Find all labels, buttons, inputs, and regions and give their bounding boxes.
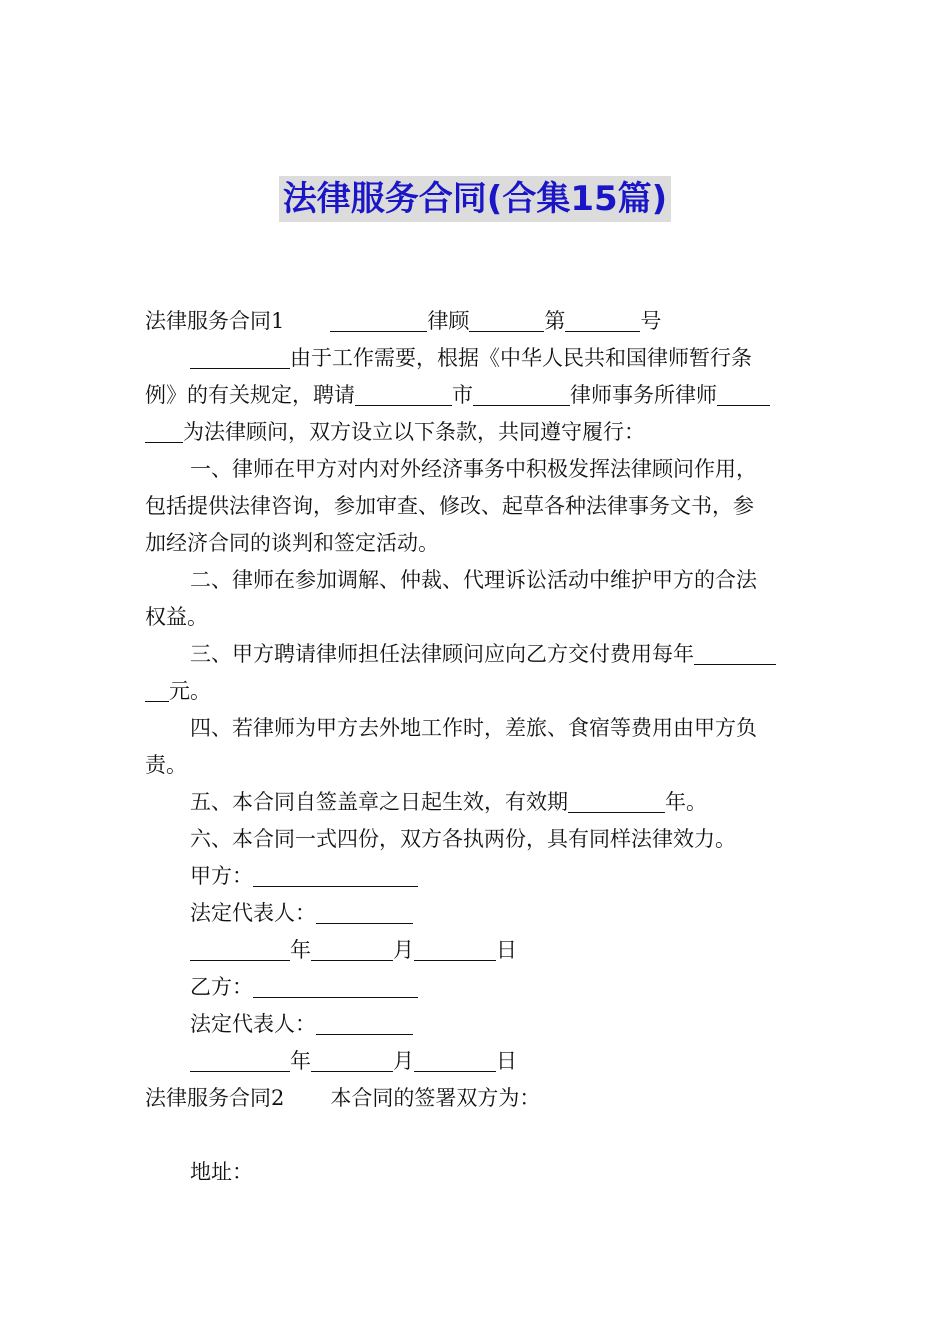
- text: 为法律顾问，双方设立以下条款，共同遵守履行：: [183, 420, 645, 444]
- blank-field: [414, 1047, 496, 1072]
- clause-1-line-3: 加经济合同的谈判和签定活动。: [145, 531, 439, 555]
- text: 月: [393, 938, 414, 962]
- text: 由于工作需要，根据《中华人民共和国律师暂行条: [290, 346, 752, 370]
- clause-2-line-1: 二、律师在参加调解、仲裁、代理诉讼活动中维护甲方的合法: [190, 568, 757, 592]
- blank-field: [253, 862, 418, 887]
- party-a-label: 甲方：: [190, 864, 253, 888]
- title-container: [0, 176, 950, 222]
- blank-field: [355, 381, 452, 406]
- blank-field: [473, 381, 570, 406]
- text: 例》的有关规定，聘请: [145, 383, 355, 407]
- blank-field: [190, 1047, 290, 1072]
- blank-field: [190, 344, 290, 369]
- blank-field: [145, 418, 183, 443]
- text: 月: [393, 1049, 414, 1073]
- text: 市: [452, 383, 473, 407]
- text: 日: [496, 1049, 517, 1073]
- text: 号: [640, 309, 662, 333]
- contract1-heading-line: [145, 303, 807, 340]
- blank-field: [414, 936, 496, 961]
- party-b-label: 乙方：: [190, 975, 253, 999]
- intro-line-1: [145, 340, 807, 377]
- blank-field: [311, 936, 393, 961]
- document-title: 法律服务合同(合集15篇): [279, 176, 671, 222]
- intro-line-3: [145, 414, 807, 451]
- date-b-line: [145, 1043, 807, 1080]
- blank-field: [694, 640, 776, 665]
- text: 年: [290, 1049, 311, 1073]
- date-a-line: [145, 932, 807, 969]
- text: 五、本合同自签盖章之日起生效，有效期: [190, 790, 568, 814]
- text: 元。: [169, 679, 211, 703]
- blank-field: [565, 307, 640, 332]
- blank-field: [330, 307, 427, 332]
- text: 年: [290, 938, 311, 962]
- text: 年。: [665, 790, 707, 814]
- blank-field: [316, 899, 413, 924]
- legal-rep-a-label: 法定代表人：: [190, 901, 316, 925]
- blank-field: [253, 973, 418, 998]
- text: 第: [544, 309, 566, 333]
- legal-rep-b-label: 法定代表人：: [190, 1012, 316, 1036]
- party-a-line: [145, 858, 807, 895]
- blank-field: [568, 788, 665, 813]
- text: 三、甲方聘请律师担任法律顾问应向乙方交付费用每年: [190, 642, 694, 666]
- clause-4-line-1: 四、若律师为甲方去外地工作时，差旅、食宿等费用由甲方负: [190, 716, 757, 740]
- party-b-line: [145, 969, 807, 1006]
- contract1-heading: 法律服务合同1: [145, 309, 285, 333]
- clause-2-line-2: 权益。: [145, 605, 208, 629]
- intro-line-2: [145, 377, 807, 414]
- blank-field: [311, 1047, 393, 1072]
- clause-5-line: [145, 784, 807, 821]
- text: 本合同的签署双方为：: [330, 1086, 541, 1110]
- blank-field: [316, 1010, 413, 1035]
- clause-1-line-1: 一、律师在甲方对内对外经济事务中积极发挥法律顾问作用，: [190, 457, 757, 481]
- blank-field: [190, 936, 290, 961]
- clause-3-line-2: [145, 673, 807, 710]
- contract2-heading-line: [145, 1080, 807, 1117]
- clause-1-line-2: 包括提供法律咨询，参加审查、修改、起草各种法律事务文书，参: [145, 494, 754, 518]
- clause-6-line: 六、本合同一式四份，双方各执两份，具有同样法律效力。: [190, 827, 736, 851]
- clause-3-line-1: [145, 636, 807, 673]
- spacer: [145, 1117, 807, 1154]
- blank-field: [469, 307, 544, 332]
- text: 律顾: [427, 309, 470, 333]
- contract2-heading: 法律服务合同2: [145, 1086, 285, 1110]
- clause-4-line-2: 责。: [145, 753, 187, 777]
- address-line: 地址：: [190, 1160, 253, 1184]
- legal-rep-b-line: [145, 1006, 807, 1043]
- blank-field: [145, 677, 169, 702]
- blank-field: [717, 381, 770, 406]
- legal-rep-a-line: [145, 895, 807, 932]
- document-body: [145, 303, 807, 1191]
- text: 律师事务所律师: [570, 383, 717, 407]
- text: 日: [496, 938, 517, 962]
